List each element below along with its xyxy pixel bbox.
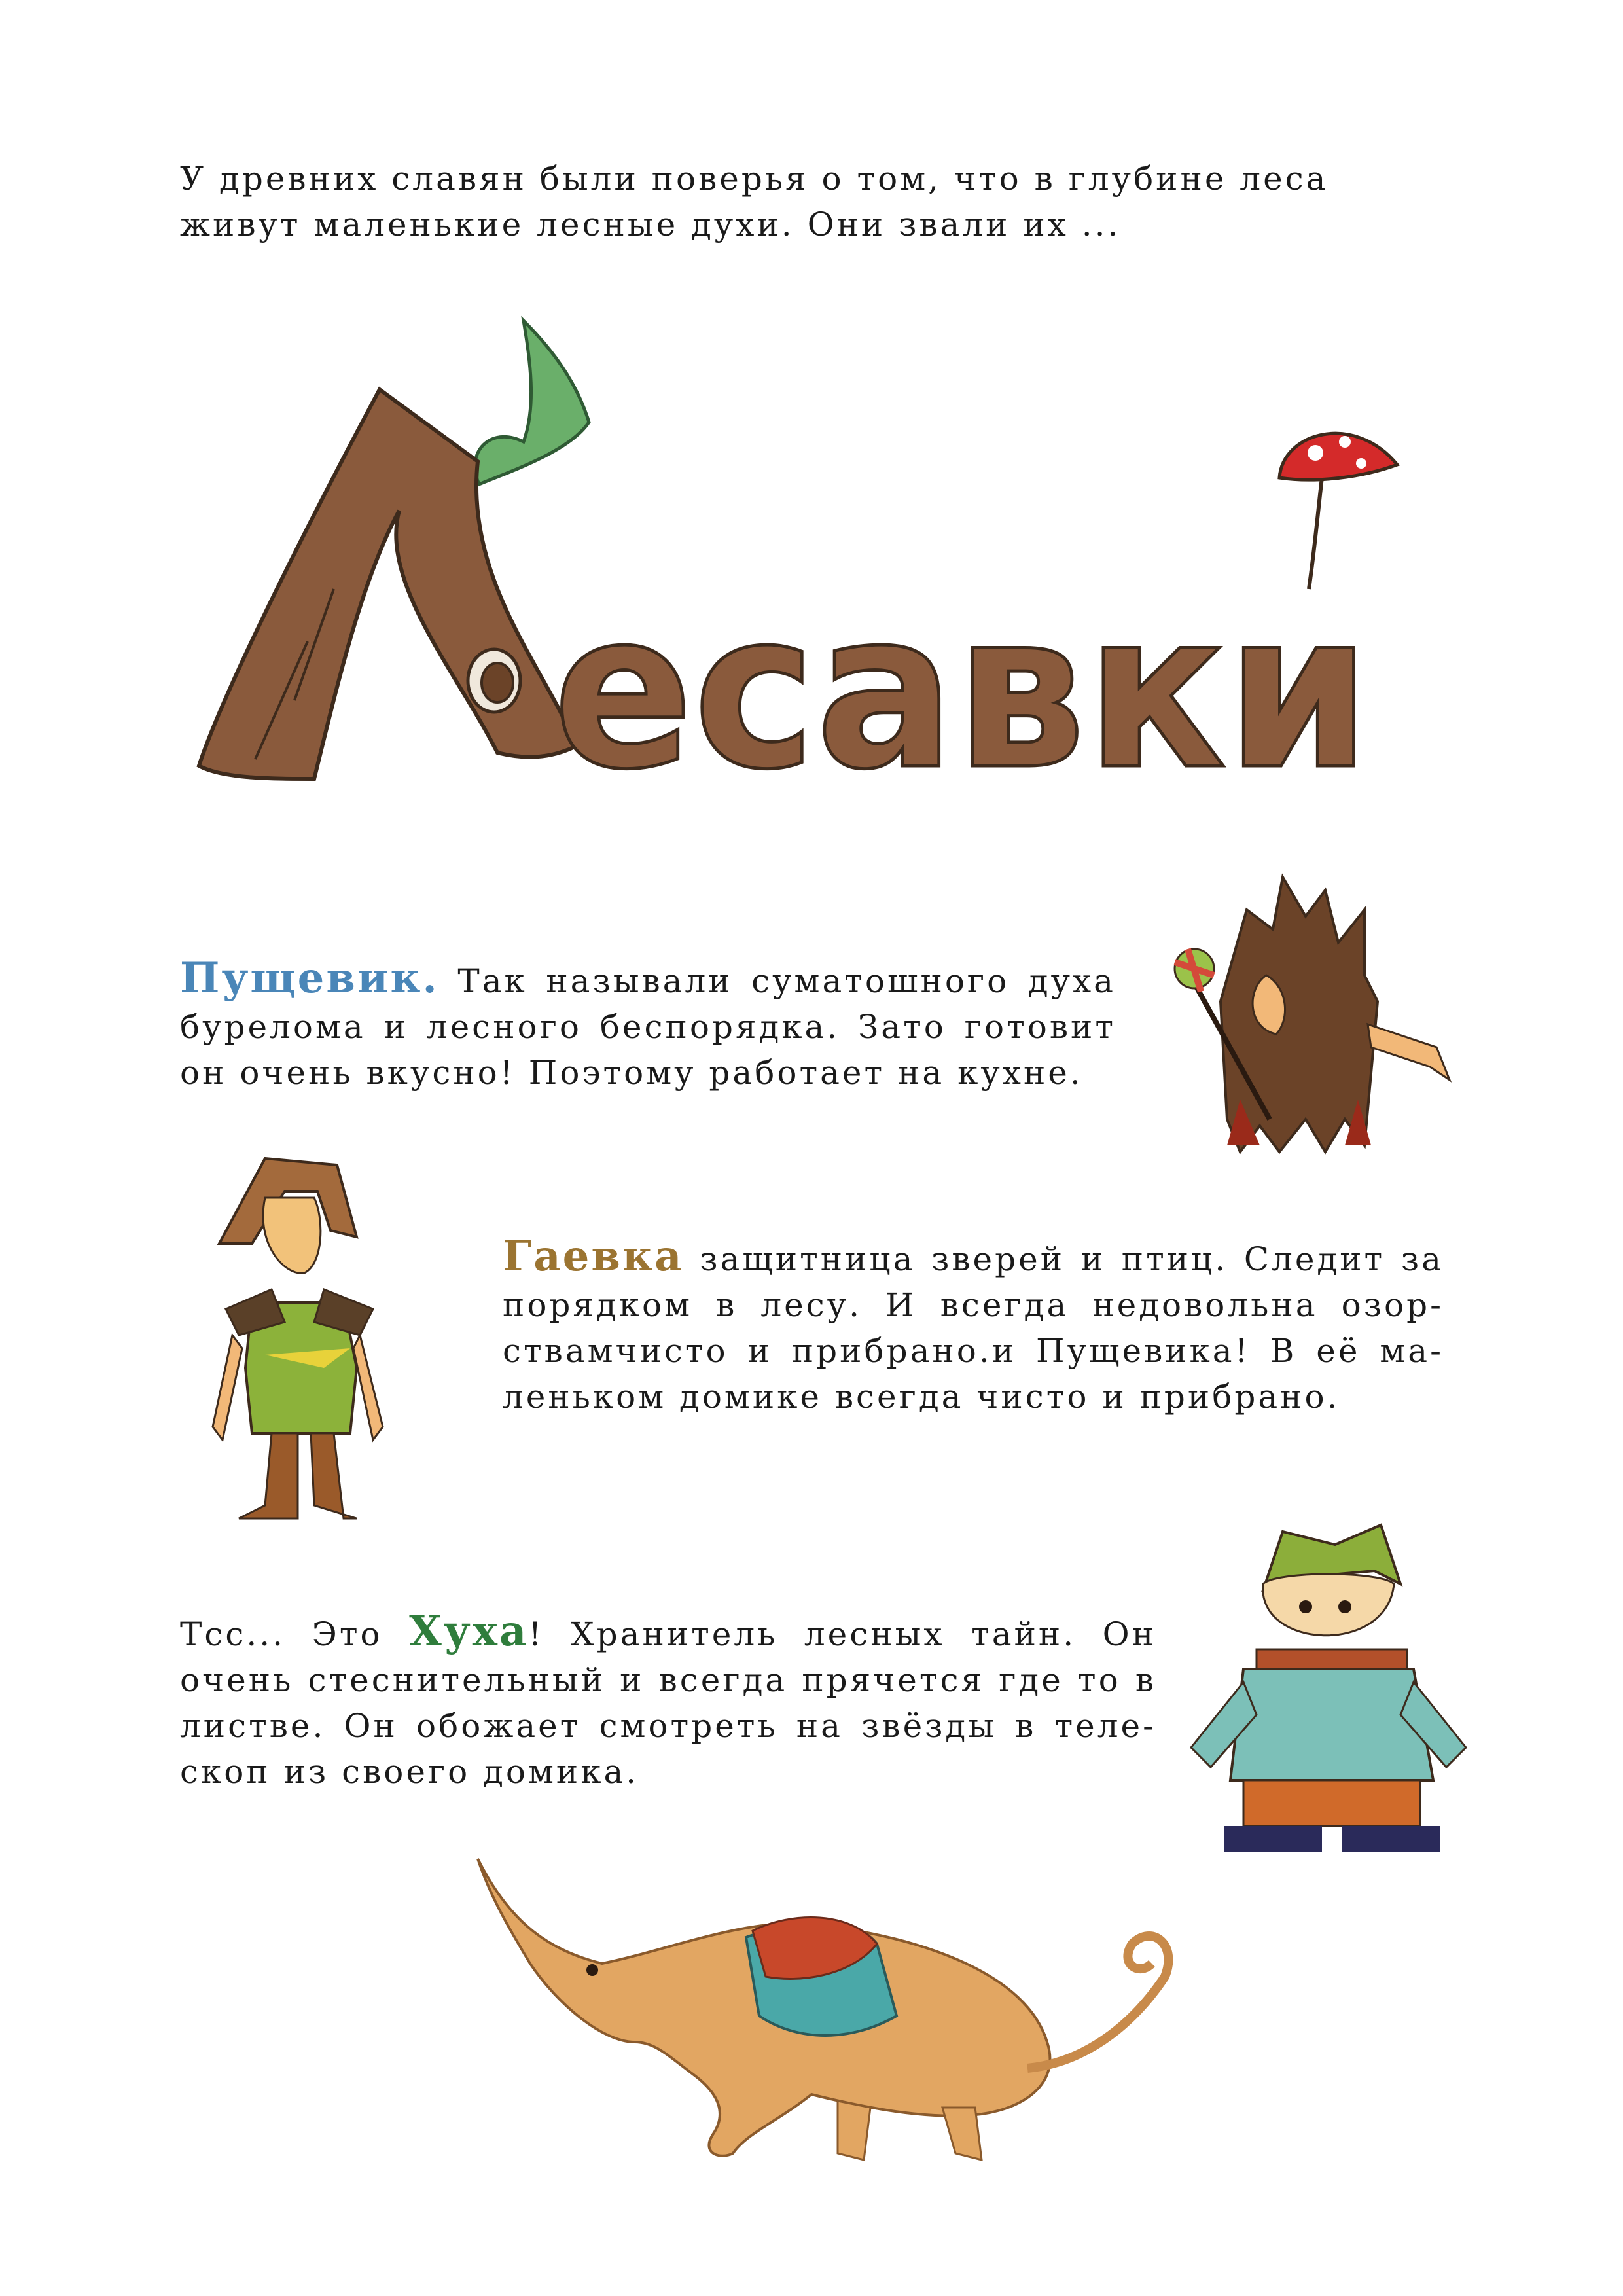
khukha-line-2: очень стеснительный и всегда прячется где то в bbox=[180, 1661, 1156, 1699]
pushchevik-line-1: Пущевик. Так называли суматошного духа bbox=[180, 954, 1116, 1003]
shrew-illustration bbox=[471, 1846, 1191, 2186]
khukha-paragraph bbox=[180, 1609, 1156, 1795]
khukha-line-1: Тсс... Это Хуха! Хранитель лесных тайн. Он bbox=[180, 1607, 1156, 1656]
intro-line-2: живут маленькие лесные духи. Они звали их ... bbox=[180, 206, 1121, 243]
khukha-name: Хуха bbox=[409, 1607, 529, 1656]
gaevka-paragraph bbox=[503, 1234, 1444, 1420]
pushchevik-name: Пущевик. bbox=[180, 954, 439, 1003]
gaevka-line-4: леньком домике всегда чисто и прибрано. bbox=[503, 1378, 1340, 1416]
gaevka-line-3: ствамчисто и прибрано.и Пущевика! В её ма- bbox=[503, 1332, 1444, 1370]
gaevka-name: Гаевка bbox=[503, 1232, 684, 1281]
pushchevik-line-2: бурелома и лесного беспорядка. Зато готовит bbox=[180, 1008, 1116, 1046]
gaevka-line-1: Гаевка защитница зверей и птиц. Следит за bbox=[503, 1232, 1444, 1281]
pushchevik-line-3: он очень вкусно! Поэтому работает на кухне. bbox=[180, 1054, 1083, 1092]
pushchevik-paragraph bbox=[180, 956, 1116, 1096]
logo-wordmark-text: есавки bbox=[553, 565, 1371, 805]
lesavki-logo bbox=[183, 308, 1400, 805]
pushchevik-illustration bbox=[1149, 870, 1476, 1158]
intro-line-1: У древних славян были поверья о том, что в глубине леса bbox=[180, 160, 1329, 198]
intro-paragraph bbox=[180, 156, 1443, 247]
khukha-line-4: скоп из своего домика. bbox=[180, 1753, 639, 1791]
gaevka-line-2: порядком в лесу. И всегда недовольна озор- bbox=[503, 1286, 1444, 1324]
khukha-line-3: листве. Он обожает смотреть на звёзды в теле- bbox=[180, 1707, 1156, 1745]
gaevka-illustration bbox=[193, 1152, 402, 1532]
khukha-illustration bbox=[1185, 1518, 1472, 1859]
leaf-icon bbox=[475, 321, 589, 484]
